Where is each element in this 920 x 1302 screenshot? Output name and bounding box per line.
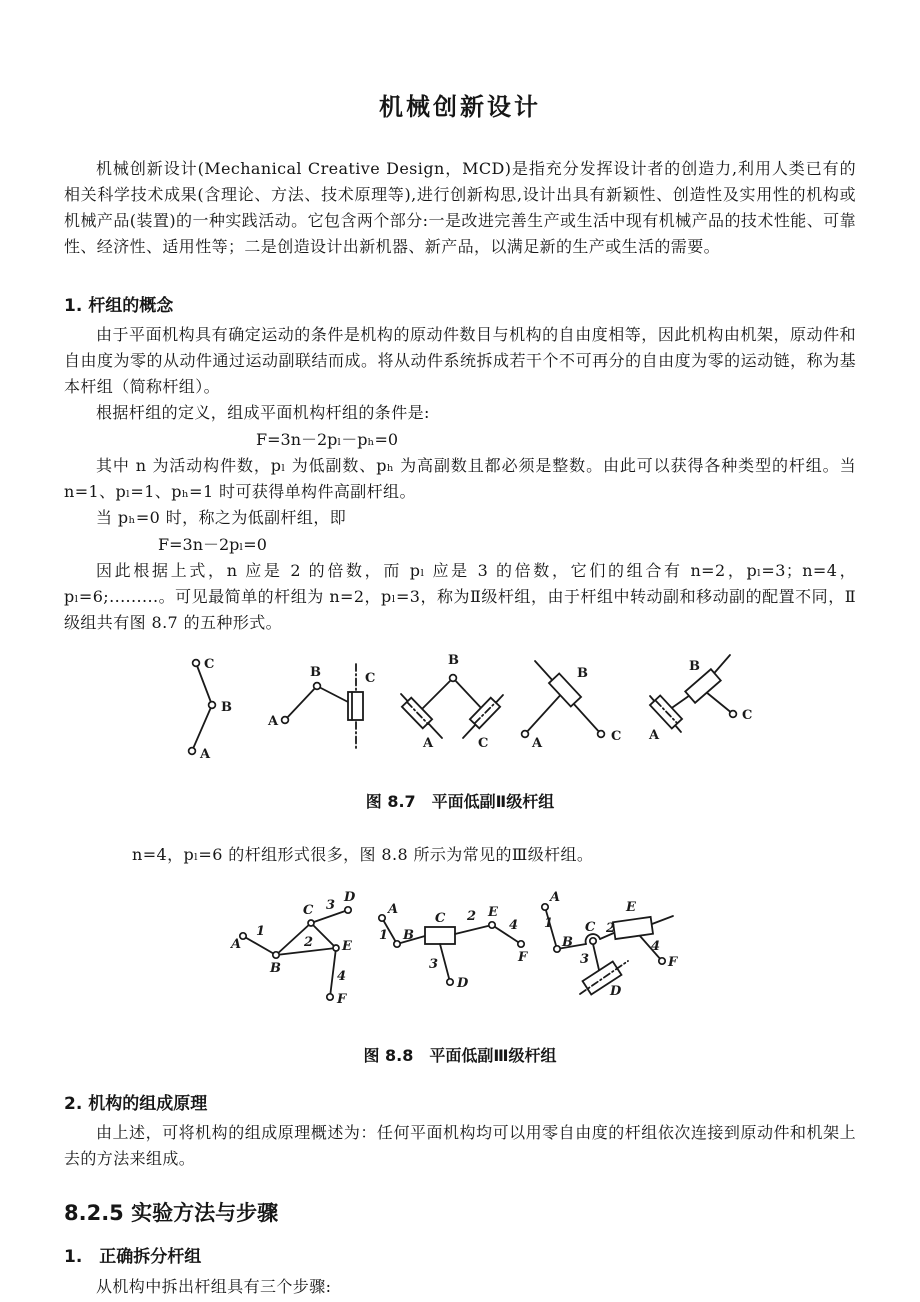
- fig87-diagram-3-prp: [400, 646, 515, 776]
- joint-label: A: [200, 747, 211, 762]
- joint-label: E: [626, 900, 636, 915]
- section1-para1: 由于平面机构具有确定运动的条件是机构的原动件数目与机构的自由度相等，因此机构由机架，原动件和自由度为零的从动件通过运动副联结而成。将从动件系统拆成若干个不可再分的自由度为零的运动链，称为基本杆组（简称杆组）。: [64, 325, 856, 396]
- joint-label: C: [478, 736, 489, 751]
- step1-heading: 1. 正确拆分杆组: [64, 1247, 202, 1267]
- joint-label: A: [532, 736, 543, 751]
- link-label: 2: [304, 935, 314, 950]
- joint-label: B: [310, 665, 321, 680]
- joint-label: B: [577, 666, 588, 681]
- fig88-diagram-2: [370, 884, 540, 1029]
- joint-label: C: [742, 708, 753, 723]
- joint-label: C: [303, 903, 314, 918]
- section1-heading: 1. 杆组的概念: [64, 296, 174, 316]
- joint-label: E: [342, 939, 352, 954]
- joint-label: A: [423, 736, 434, 751]
- figure-8-7-caption: 图 8.7 平面低副Ⅱ级杆组: [365, 792, 555, 811]
- joint-label: D: [344, 890, 356, 905]
- figure-8-8-caption: 图 8.8 平面低副Ⅲ级杆组: [363, 1046, 557, 1065]
- joint-label: C: [365, 671, 376, 686]
- section1-para4: 当 pₕ=0 时，称之为低副杆组，即: [96, 508, 347, 527]
- fig87-diagram-4-rpr: [520, 646, 630, 776]
- figure-8-7: [64, 646, 856, 778]
- page-title: 机械创新设计: [379, 92, 541, 121]
- link-label: 3: [326, 898, 336, 913]
- joint-label: E: [488, 905, 498, 920]
- link-label: 3: [429, 957, 439, 972]
- joint-label: A: [231, 937, 242, 952]
- joint-label: C: [611, 729, 622, 744]
- fig87-diagram-1-rrr: [165, 646, 255, 776]
- intro-paragraph: 机械创新设计(Mechanical Creative Design，MCD)是指充分发挥设计者的创造力,利用人类已有的相关科学技术成果(含理论、方法、技术原理等),进行创新构思,设计出具有新颖性、创造性及实用性的机构或机械产品(装置)的一种实践活动。它包含两个部分:一是改进完善生产或生活中现有机械产品的技术性能、可靠性、经济性、适用性等；二是创造设计出新机器、新产品，以满足新的生产或生活的需要。: [64, 159, 856, 256]
- joint-label: C: [204, 657, 215, 672]
- link-label: 1: [544, 916, 554, 931]
- link-label: 4: [337, 969, 347, 984]
- joint-label: A: [268, 714, 279, 729]
- joint-label: A: [388, 902, 399, 917]
- step1-paragraph: 从机构中拆出杆组具有三个步骤:: [96, 1277, 332, 1296]
- link-label: 4: [651, 939, 661, 954]
- figure-8-8: [64, 884, 856, 1030]
- joint-label: A: [550, 890, 561, 905]
- fig88-diagram-3: [530, 884, 700, 1029]
- section1-para5: 因此根据上式，n 应是 2 的倍数，而 pₗ 应是 3 的倍数，它们的组合有 n=2，pₗ=3；n=4，pₗ=6;.........。可见最简单的杆组为 n=2，pₗ=3，称为Ⅱ级杆组，由于杆组中转动副和移动副的配置不同，Ⅱ级组共有图 8.7 的五种形式。: [64, 561, 856, 632]
- link-label: 3: [580, 952, 590, 967]
- joint-label: B: [270, 961, 281, 976]
- joint-label: C: [585, 920, 596, 935]
- joint-label: B: [403, 928, 414, 943]
- joint-label: D: [457, 976, 469, 991]
- link-label: 1: [256, 924, 266, 939]
- joint-label: B: [562, 935, 573, 950]
- joint-label: A: [649, 728, 660, 743]
- link-label: 1: [379, 928, 389, 943]
- formula-dof-lowpair: F=3n－2pₗ=0: [158, 535, 267, 554]
- link-label: 4: [509, 918, 519, 933]
- section2-paragraph: 由上述，可将机构的组成原理概述为：任何平面机构均可以用零自由度的杆组依次连接到原动件和机架上去的方法来组成。: [64, 1123, 856, 1168]
- section-825-heading: 8.2.5 实验方法与步骤: [64, 1201, 279, 1225]
- section2-heading: 2. 机构的组成原理: [64, 1094, 208, 1114]
- fig87-diagram-5-ppr: [645, 646, 790, 776]
- joint-label: F: [668, 955, 678, 970]
- formula-dof-general: F=3n－2pₗ－pₕ=0: [256, 430, 399, 449]
- joint-label: F: [518, 950, 528, 965]
- section1-para2: 根据杆组的定义，组成平面机构杆组的条件是:: [96, 403, 430, 422]
- between-paragraph: n=4，pₗ=6 的杆组形式很多，图 8.8 所示为常见的Ⅲ级杆组。: [132, 845, 594, 864]
- joint-label: B: [689, 659, 700, 674]
- joint-label: C: [435, 911, 446, 926]
- fig88-diagram-1: [225, 884, 375, 1029]
- section1-para3: 其中 n 为活动构件数，pₗ 为低副数、pₕ 为高副数且都必须是整数。由此可以获得各种类型的杆组。当 n=1、pₗ=1、pₕ=1 时可获得单构件高副杆组。: [64, 456, 856, 501]
- joint-label: B: [221, 700, 232, 715]
- joint-label: F: [337, 992, 347, 1007]
- joint-label: B: [448, 653, 459, 668]
- link-label: 2: [606, 921, 616, 936]
- joint-label: D: [610, 984, 622, 999]
- link-label: 2: [467, 909, 477, 924]
- fig87-diagram-2-rrp: [260, 646, 380, 776]
